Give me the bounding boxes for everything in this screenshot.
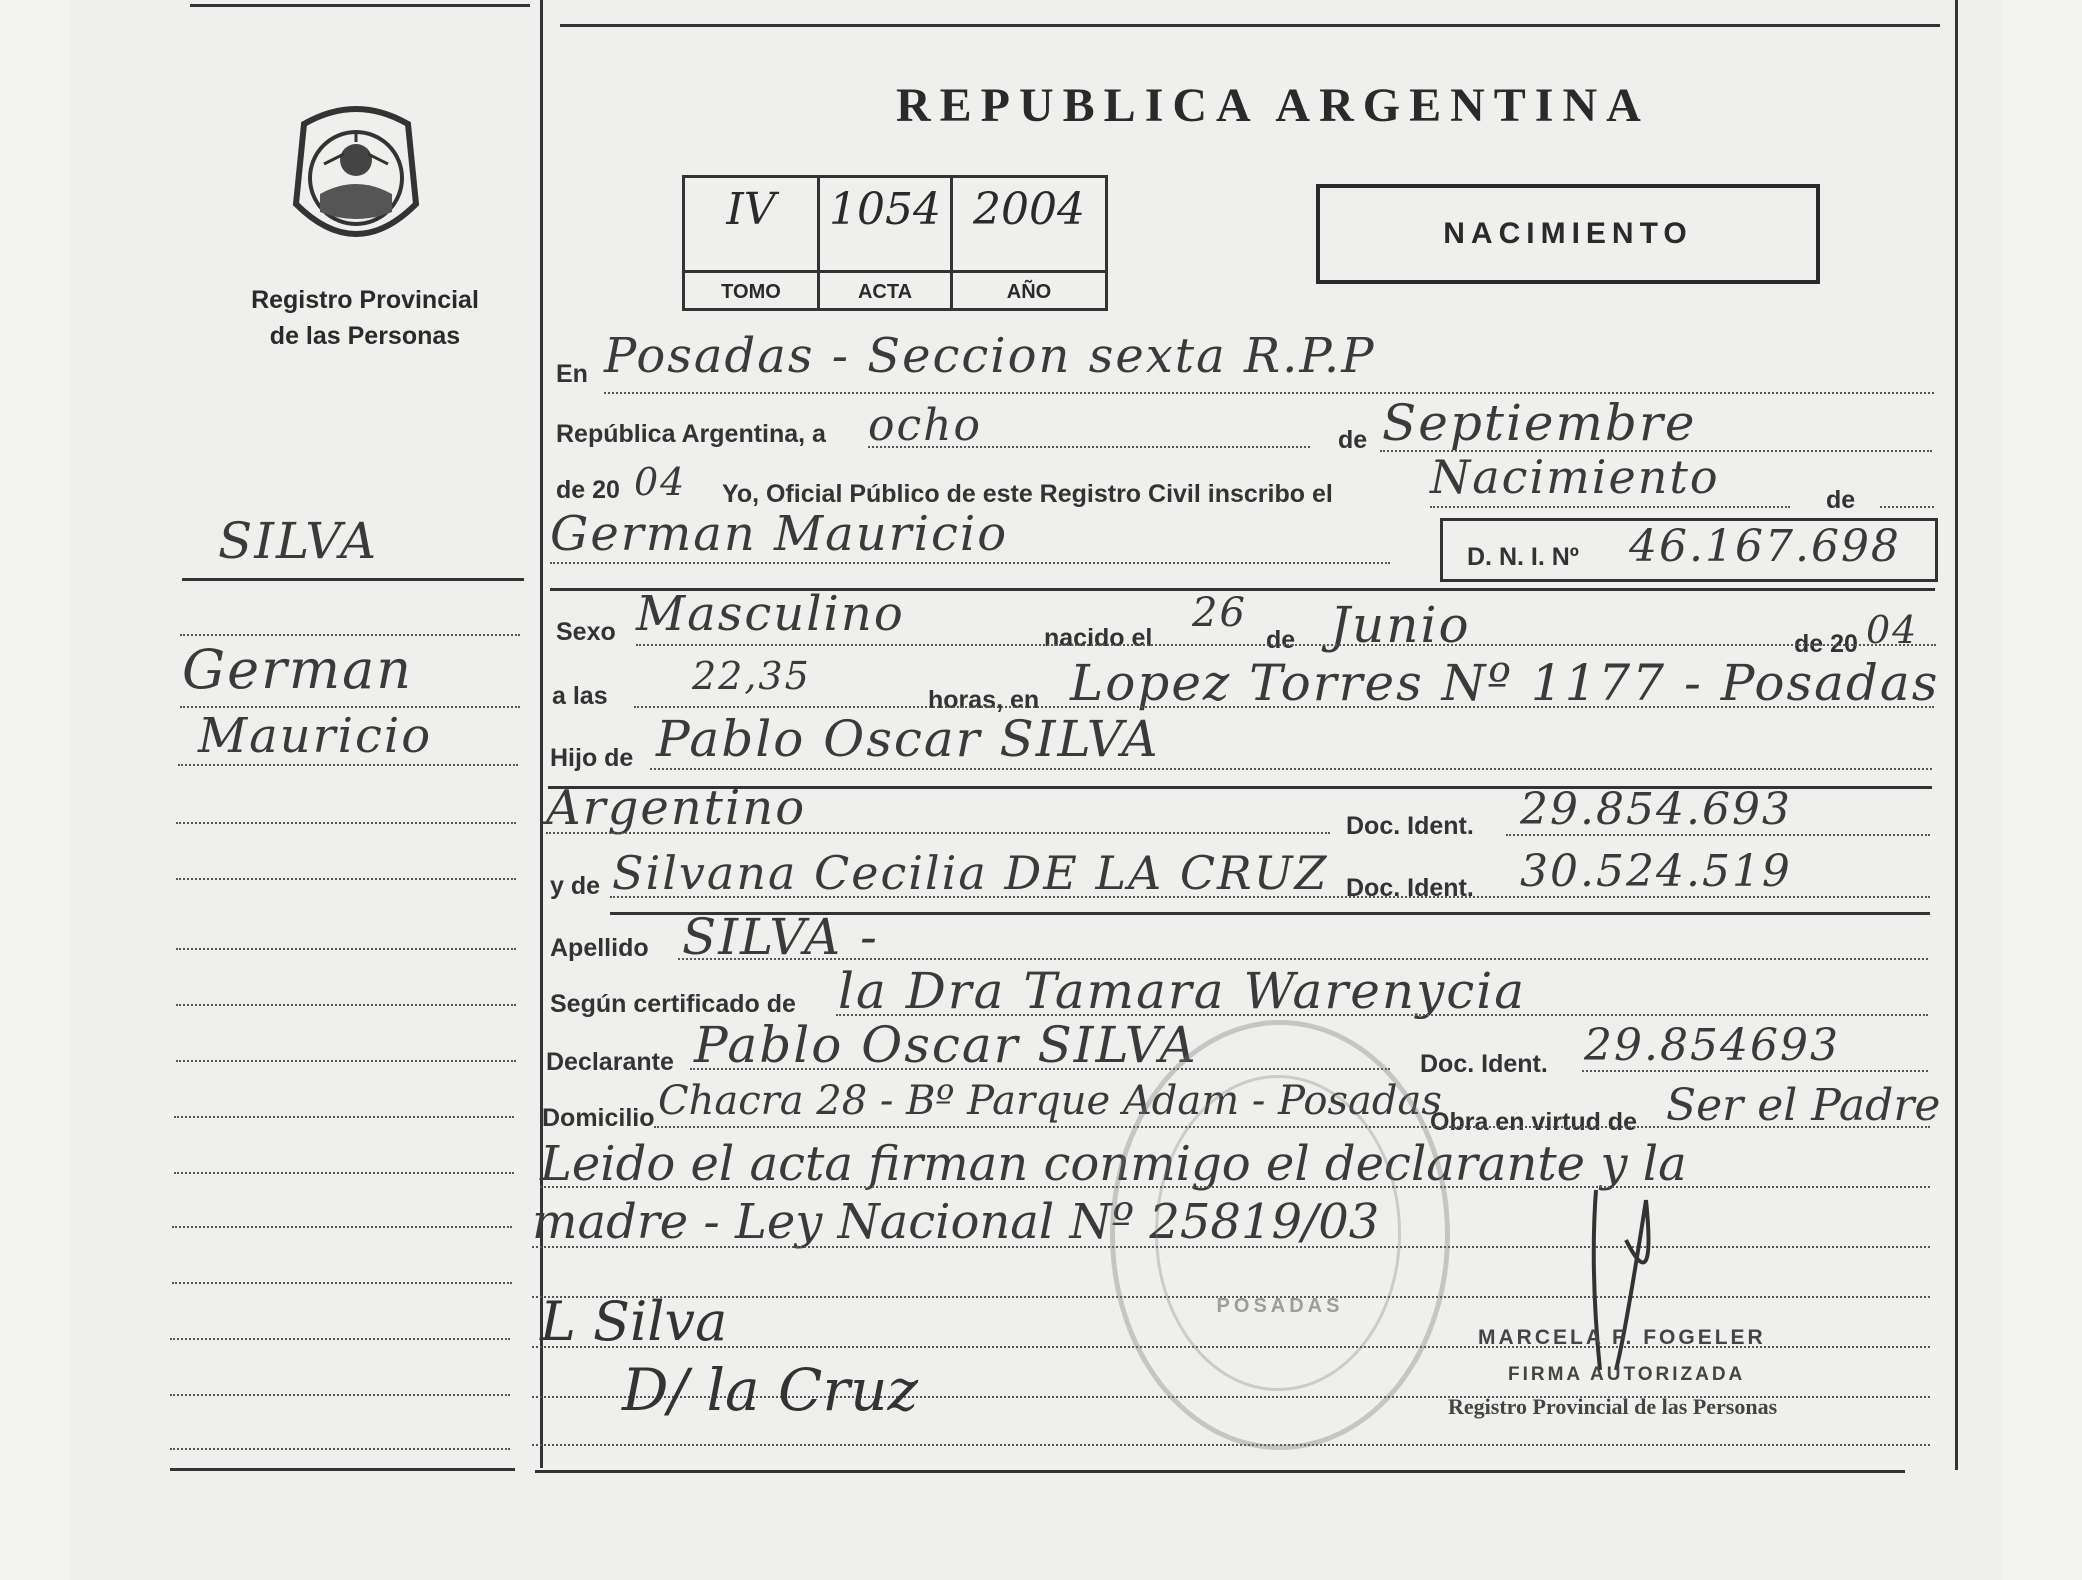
sidebar-dotted-line bbox=[176, 822, 516, 824]
field-mother: Silvana Cecilia DE LA CRUZ bbox=[612, 846, 1329, 900]
sidebar-dotted-line bbox=[172, 1282, 512, 1284]
field-sexo: Masculino bbox=[636, 586, 905, 642]
provincial-seal-icon bbox=[284, 94, 428, 254]
sidebar-dotted-line bbox=[180, 706, 520, 708]
official-role: FIRMA AUTORIZADA bbox=[1508, 1364, 1746, 1385]
anio-label: AÑO bbox=[1006, 281, 1052, 303]
label-horas: horas, en bbox=[928, 686, 1040, 714]
label-sexo: Sexo bbox=[556, 618, 616, 646]
field-nationality-line bbox=[546, 832, 1330, 834]
field-father-nationality: Argentino bbox=[546, 780, 807, 836]
field-declarante-doc: 29.854693 bbox=[1584, 1020, 1840, 1071]
top-border-left bbox=[190, 4, 530, 7]
field-declarante: Pablo Oscar SILVA bbox=[694, 1016, 1198, 1074]
page-title: REPUBLICA ARGENTINA bbox=[896, 79, 1650, 132]
field-mother-doc: 30.524.519 bbox=[1520, 846, 1792, 897]
field-act-type-line bbox=[1430, 506, 1790, 508]
field-birth-day: 26 bbox=[1192, 590, 1247, 636]
sidebar-surname: SILVA bbox=[218, 512, 379, 570]
sidebar-dotted-line bbox=[170, 1394, 510, 1396]
sidebar-dotted-line bbox=[176, 948, 516, 950]
field-place-line bbox=[604, 392, 1934, 394]
field-birth-year: 04 bbox=[1866, 608, 1919, 652]
field-certificante: la Dra Tamara Warenycia bbox=[838, 962, 1527, 1020]
field-sexo-line bbox=[636, 644, 1936, 646]
sidebar-dotted-line bbox=[170, 1448, 510, 1450]
field-father-doc-line bbox=[1506, 834, 1930, 836]
field-birth-month: Junio bbox=[1330, 596, 1471, 654]
blank-rule bbox=[532, 1444, 1930, 1446]
dni-box bbox=[1440, 518, 1938, 582]
acta-value: 1054 bbox=[829, 184, 941, 235]
label-obra: Obra en virtud de bbox=[1430, 1108, 1637, 1136]
document-type-box: NACIMIENTO bbox=[1316, 184, 1820, 284]
label-de-3: de bbox=[1266, 626, 1296, 654]
anio-cell bbox=[953, 178, 1105, 308]
registry-name bbox=[232, 282, 498, 354]
field-birth-place-line bbox=[634, 706, 1934, 708]
sidebar-dotted-line bbox=[176, 1004, 516, 1006]
signature-mother: D/ la Cruz bbox=[622, 1356, 919, 1424]
tomo-value: IV bbox=[726, 184, 776, 235]
field-act-type: Nacimiento bbox=[1430, 450, 1720, 504]
label-y-de: y de bbox=[550, 872, 601, 900]
field-apellido: SILVA - bbox=[682, 908, 879, 966]
field-de-line bbox=[1880, 506, 1934, 508]
label-segun: Según certificado de bbox=[550, 990, 796, 1018]
official-round-stamp bbox=[1110, 1020, 1450, 1450]
sidebar-dotted-line bbox=[174, 1116, 514, 1118]
sidebar-dotted-line bbox=[170, 1338, 510, 1340]
field-place: Posadas - Seccion sexta R.P.P bbox=[604, 328, 1376, 384]
top-border-right bbox=[560, 24, 1940, 27]
field-full-name: German Mauricio bbox=[550, 506, 1009, 562]
field-dni: 46.167.698 bbox=[1629, 521, 1901, 572]
tomo-label: TOMO bbox=[721, 281, 781, 303]
field-mother-line bbox=[610, 896, 1930, 898]
sidebar-dotted-line bbox=[172, 1226, 512, 1228]
sidebar-surname-rule bbox=[182, 578, 524, 581]
record-number-box bbox=[682, 175, 1108, 311]
bottom-border-left bbox=[170, 1468, 515, 1471]
official-signature-icon bbox=[1586, 1180, 1676, 1380]
sidebar-given-name-1: German bbox=[182, 638, 414, 701]
label-en: En bbox=[556, 360, 588, 388]
label-de-2: de bbox=[1826, 486, 1856, 514]
acta-label: ACTA bbox=[857, 281, 913, 303]
label-de: de bbox=[1338, 426, 1368, 454]
field-month: Septiembre bbox=[1382, 394, 1697, 452]
signature-father: L Silva bbox=[540, 1290, 728, 1353]
sidebar-dotted-line bbox=[176, 878, 516, 880]
acta-cell bbox=[820, 178, 953, 308]
field-domicilio: Chacra 28 - Bº Parque Adam - Posadas bbox=[658, 1078, 1442, 1124]
divider-right-edge bbox=[1955, 0, 1958, 1470]
note-line-1: Leido el acta firman conmigo el declarante y la bbox=[540, 1136, 1687, 1192]
anio-value: 2004 bbox=[973, 184, 1085, 235]
label-a-las: a las bbox=[552, 682, 608, 710]
label-yo-oficial: Yo, Oficial Público de este Registro Civil inscribo el bbox=[722, 480, 1333, 508]
stamp-city: POSADAS bbox=[1216, 1295, 1344, 1317]
field-birth-time: 22,35 bbox=[692, 654, 811, 698]
label-domicilio: Domicilio bbox=[542, 1104, 655, 1132]
sidebar-dotted-line bbox=[180, 634, 520, 636]
label-de-20: de 20 bbox=[556, 476, 620, 504]
field-father: Pablo Oscar SILVA bbox=[656, 710, 1160, 768]
official-office: Registro Provincial de las Personas bbox=[1448, 1394, 1778, 1419]
tomo-cell bbox=[685, 178, 820, 308]
field-apellido-line bbox=[678, 958, 1928, 960]
label-doc-ident-mother: Doc. Ident. bbox=[1346, 874, 1474, 902]
sidebar-dotted-line bbox=[176, 1060, 516, 1062]
label-de-20-b: de 20 bbox=[1794, 630, 1858, 658]
label-apellido: Apellido bbox=[550, 934, 649, 962]
label-doc-ident-father: Doc. Ident. bbox=[1346, 812, 1474, 840]
sidebar-given-name-2: Mauricio bbox=[198, 708, 433, 764]
field-obra: Ser el Padre bbox=[1666, 1080, 1941, 1131]
label-republica: República Argentina, a bbox=[556, 420, 826, 448]
field-birth-place: Lopez Torres Nº 1177 - Posadas bbox=[1070, 654, 1940, 712]
label-dni: D. N. I. Nº bbox=[1467, 543, 1579, 571]
note-line-2: madre - Ley Nacional Nº 25819/03 bbox=[532, 1194, 1380, 1250]
stamp-inner-ring bbox=[1155, 1075, 1401, 1391]
label-nacido: nacido el bbox=[1044, 624, 1153, 652]
field-father-doc: 29.854.693 bbox=[1520, 784, 1792, 835]
record-box-divider bbox=[685, 270, 1105, 273]
label-declarante: Declarante bbox=[546, 1048, 674, 1076]
field-day: ocho bbox=[868, 400, 982, 451]
field-father-line bbox=[650, 768, 1932, 770]
registry-line-2: de las Personas bbox=[269, 322, 461, 350]
sidebar-dotted-line bbox=[174, 1172, 514, 1174]
field-day-line bbox=[868, 446, 1310, 448]
official-name: MARCELA F. FOGELER bbox=[1478, 1326, 1766, 1349]
label-hijo: Hijo de bbox=[550, 744, 634, 772]
field-year: 04 bbox=[634, 460, 687, 504]
sidebar-dotted-line bbox=[178, 764, 518, 766]
label-doc-ident-declarante: Doc. Ident. bbox=[1420, 1050, 1548, 1078]
field-declarante-doc-line bbox=[1582, 1070, 1928, 1072]
field-full-name-line bbox=[550, 562, 1390, 564]
registry-line-1: Registro Provincial bbox=[251, 286, 479, 314]
bottom-border-right bbox=[535, 1470, 1905, 1473]
